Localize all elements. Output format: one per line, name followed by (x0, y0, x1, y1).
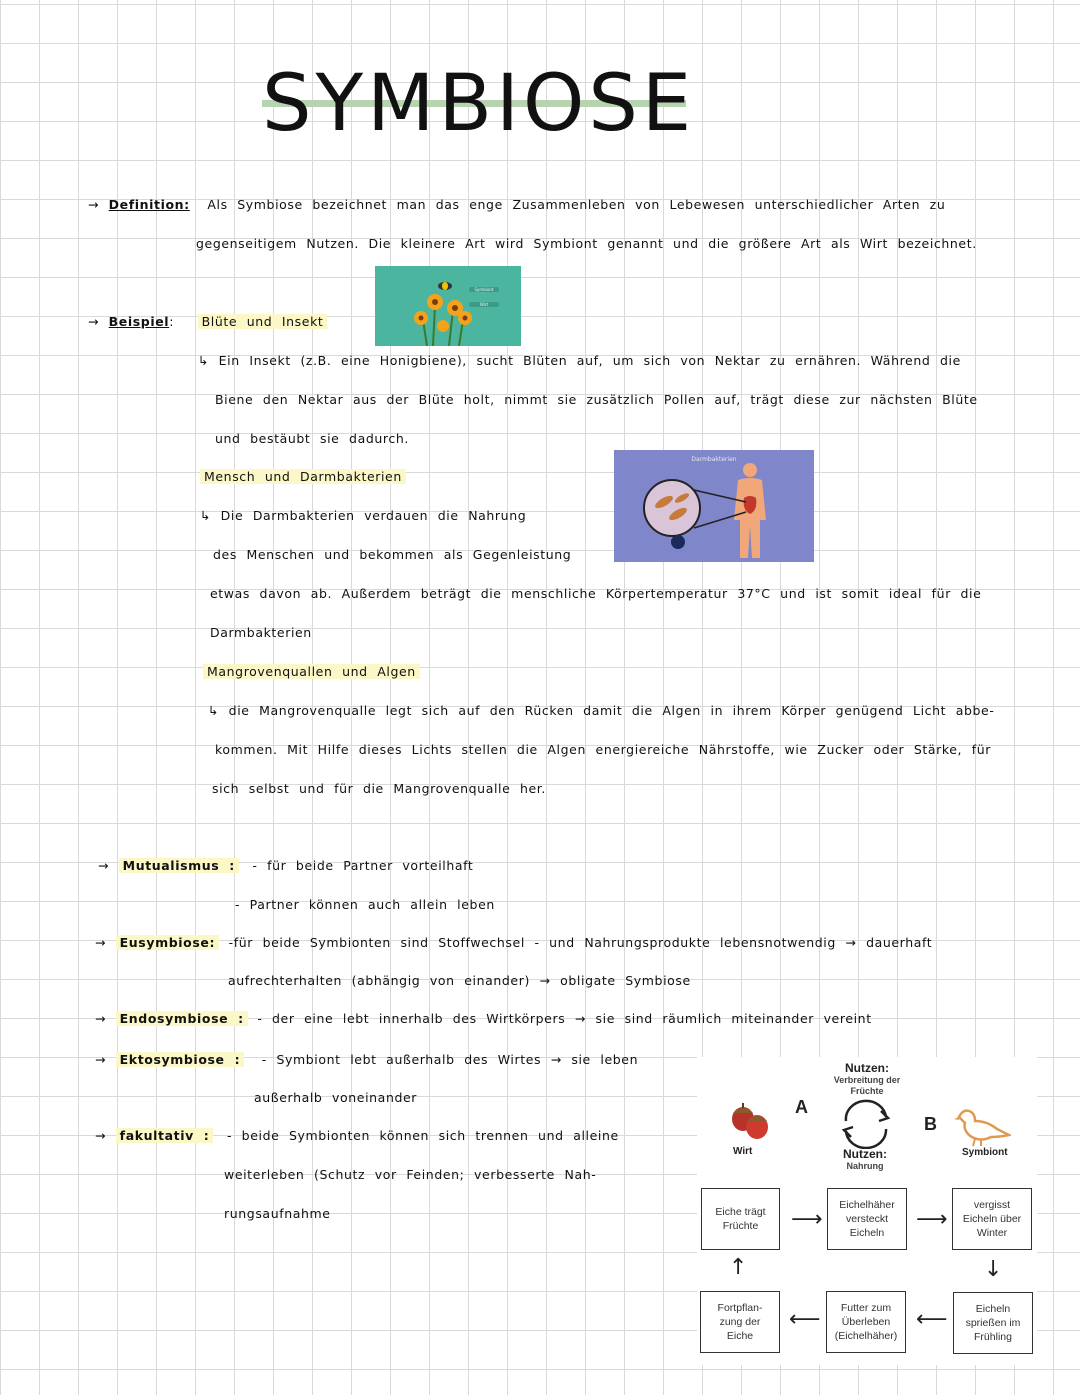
fakultativ-label: fakultativ : (116, 1128, 214, 1143)
fakultativ-text-1: - beide Symbionten können sich trennen und alleine (226, 1128, 619, 1143)
example-colon: : (169, 314, 174, 329)
example-row (88, 314, 327, 329)
arrow-right-icon: → (95, 1128, 107, 1143)
example-1-text-2: Biene den Nektar aus der Blüte holt, nimmt sie zusätzlich Pollen auf, trägt diese zur nächsten Blüte (215, 392, 978, 407)
definition-label: Definition: (108, 197, 190, 212)
fakultativ-row (95, 1128, 619, 1143)
arrow-down-icon: ↓ (984, 1257, 1003, 1282)
mutualismus-text-2: - Partner können auch allein leben (235, 897, 495, 912)
example-1-text-3: und bestäubt sie dadurch. (215, 431, 409, 446)
nutzen-top-title: Nutzen: (845, 1061, 889, 1075)
example-3-text-1 (208, 703, 994, 718)
arrow-right-icon: → (95, 935, 107, 950)
eusymbiose-text-2: aufrechterhalten (abhängig von einander) → obligate Symbiose (228, 973, 691, 988)
example-1-line-1: Ein Insekt (z.B. eine Honigbiene), sucht Blüten auf, um sich von Nektar zu ernähren. Während die (218, 353, 961, 368)
ektosymbiose-text-1: - Symbiont lebt außerhalb des Wirtes → sie leben (261, 1052, 639, 1067)
example-2-line-1: Die Darmbakterien verdauen die Nahrung (220, 508, 527, 523)
example-2-text-3: etwas davon ab. Außerdem beträgt die menschliche Körpertemperatur 37°C und ist somit ideal für die (210, 586, 982, 601)
arrow-right-icon: ⟶ (791, 1207, 823, 1232)
example-1-heading: Blüte und Insekt (198, 314, 328, 329)
eusymbiose-row (95, 935, 932, 950)
return-arrow-icon: ↳ (208, 703, 220, 718)
acorn-icon (727, 1099, 773, 1145)
fakultativ-text-3: rungsaufnahme (224, 1206, 331, 1221)
mutualismus-label: Mutualismus : (119, 858, 239, 873)
nutzen-bottom-title: Nutzen: (843, 1147, 887, 1161)
cycle-box-vergisst-eicheln: vergisst Eicheln über Winter (952, 1188, 1032, 1250)
gut-image-label: Darmbakterien (691, 456, 737, 463)
endosymbiose-row (95, 1011, 872, 1026)
example-3-text-2: kommen. Mit Hilfe dieses Lichts stellen die Algen energiereiche Nährstoffe, wie Zucker oder Stärke, für (215, 742, 991, 757)
example-3-heading: Mangrovenquallen und Algen (203, 664, 420, 679)
example-2-text-4: Darmbakterien (210, 625, 312, 640)
wirt-label: Wirt (733, 1146, 753, 1157)
arrow-right-icon: → (95, 1011, 107, 1026)
mutualismus-text-1: - für beide Partner vorteilhaft (252, 858, 474, 873)
cycle-box-eiche-traegt-fruechte: Eiche trägt Früchte (701, 1188, 780, 1250)
example-1-text-1 (198, 353, 961, 368)
return-arrow-icon: ↳ (198, 353, 210, 368)
arrow-right-icon: ⟶ (916, 1207, 948, 1232)
arrow-right-icon: → (88, 314, 100, 329)
bird-icon (953, 1103, 1011, 1147)
cycle-box-eicheln-spriessen: Eicheln sprießen im Frühling (953, 1292, 1033, 1354)
example-3-text-3: sich selbst und für die Mangrovenqualle her. (212, 781, 546, 796)
example-2-heading: Mensch und Darmbakterien (200, 469, 406, 484)
eusymbiose-text-1: -für beide Symbionten sind Stoffwechsel - und Nahrungsprodukte lebensnotwendig → dauerhaft (228, 935, 933, 950)
ektosymbiose-text-2: außerhalb voneinander (254, 1090, 418, 1105)
mutualismus-row (98, 858, 473, 873)
flower-image-wirt-label: Wirt (479, 302, 489, 307)
flower-image-symbiont-label: Symbiont (474, 287, 494, 292)
definition-row (88, 197, 945, 212)
ektosymbiose-label: Ektosymbiose : (116, 1052, 245, 1067)
ektosymbiose-row (95, 1052, 638, 1067)
endosymbiose-text-1: - der eine lebt innerhalb des Wirtkörpers → sie sind räumlich miteinander vereint (257, 1011, 872, 1026)
arrow-right-icon: → (95, 1052, 107, 1067)
example-3-line-1: die Mangrovenqualle legt sich auf den Rücken damit die Algen in ihrem Körper genügend Licht abbe- (228, 703, 995, 718)
definition-text-1: Als Symbiose bezeichnet man das enge Zusammenleben von Lebewesen unterschiedlicher Arten zu (207, 197, 946, 212)
endosymbiose-label: Endosymbiose : (116, 1011, 248, 1026)
label-a: A (795, 1097, 808, 1117)
nutzen-top-sub: Verbreitung der Früchte (833, 1075, 901, 1096)
arrow-right-icon: → (88, 197, 100, 212)
return-arrow-icon: ↳ (200, 508, 212, 523)
eusymbiose-label: Eusymbiose: (116, 935, 219, 950)
cycle-box-eichelhaeher-versteckt: Eichelhäher versteckt Eicheln (827, 1188, 907, 1250)
page-title: SYMBIOSE (262, 59, 696, 149)
symbiont-label: Symbiont (962, 1147, 1008, 1158)
nutzen-bottom-sub: Nahrung (846, 1161, 884, 1171)
arrow-left-icon: ⟵ (789, 1307, 821, 1332)
arrow-right-icon: → (98, 858, 110, 873)
example-2-text-1 (200, 508, 526, 523)
nutzen-top (817, 1061, 917, 1097)
example-2-text-2: des Menschen und bekommen als Gegenleistung (213, 547, 572, 562)
cycle-box-futter-zum-ueberleben: Futter zum Überleben (Eichelhäher) (826, 1291, 906, 1353)
nutzen-bottom (817, 1147, 913, 1171)
symbiosis-cycle-diagram (697, 1057, 1037, 1365)
fakultativ-text-2: weiterleben (Schutz vor Feinden; verbesserte Nah- (224, 1167, 597, 1182)
cycle-box-fortpflanzung: Fortpflan- zung der Eiche (700, 1291, 780, 1353)
gut-bacteria-image (614, 450, 814, 562)
arrow-left-icon: ⟵ (916, 1307, 948, 1332)
cycle-arrows-icon (834, 1099, 898, 1149)
flower-bee-image (375, 266, 521, 346)
definition-text-2: gegenseitigem Nutzen. Die kleinere Art wird Symbiont genannt und die größere Art als Wirt bezeichnet. (196, 236, 977, 251)
arrow-up-icon: ↑ (729, 1255, 748, 1280)
label-b: B (924, 1114, 937, 1134)
example-label: Beispiel (108, 314, 170, 329)
